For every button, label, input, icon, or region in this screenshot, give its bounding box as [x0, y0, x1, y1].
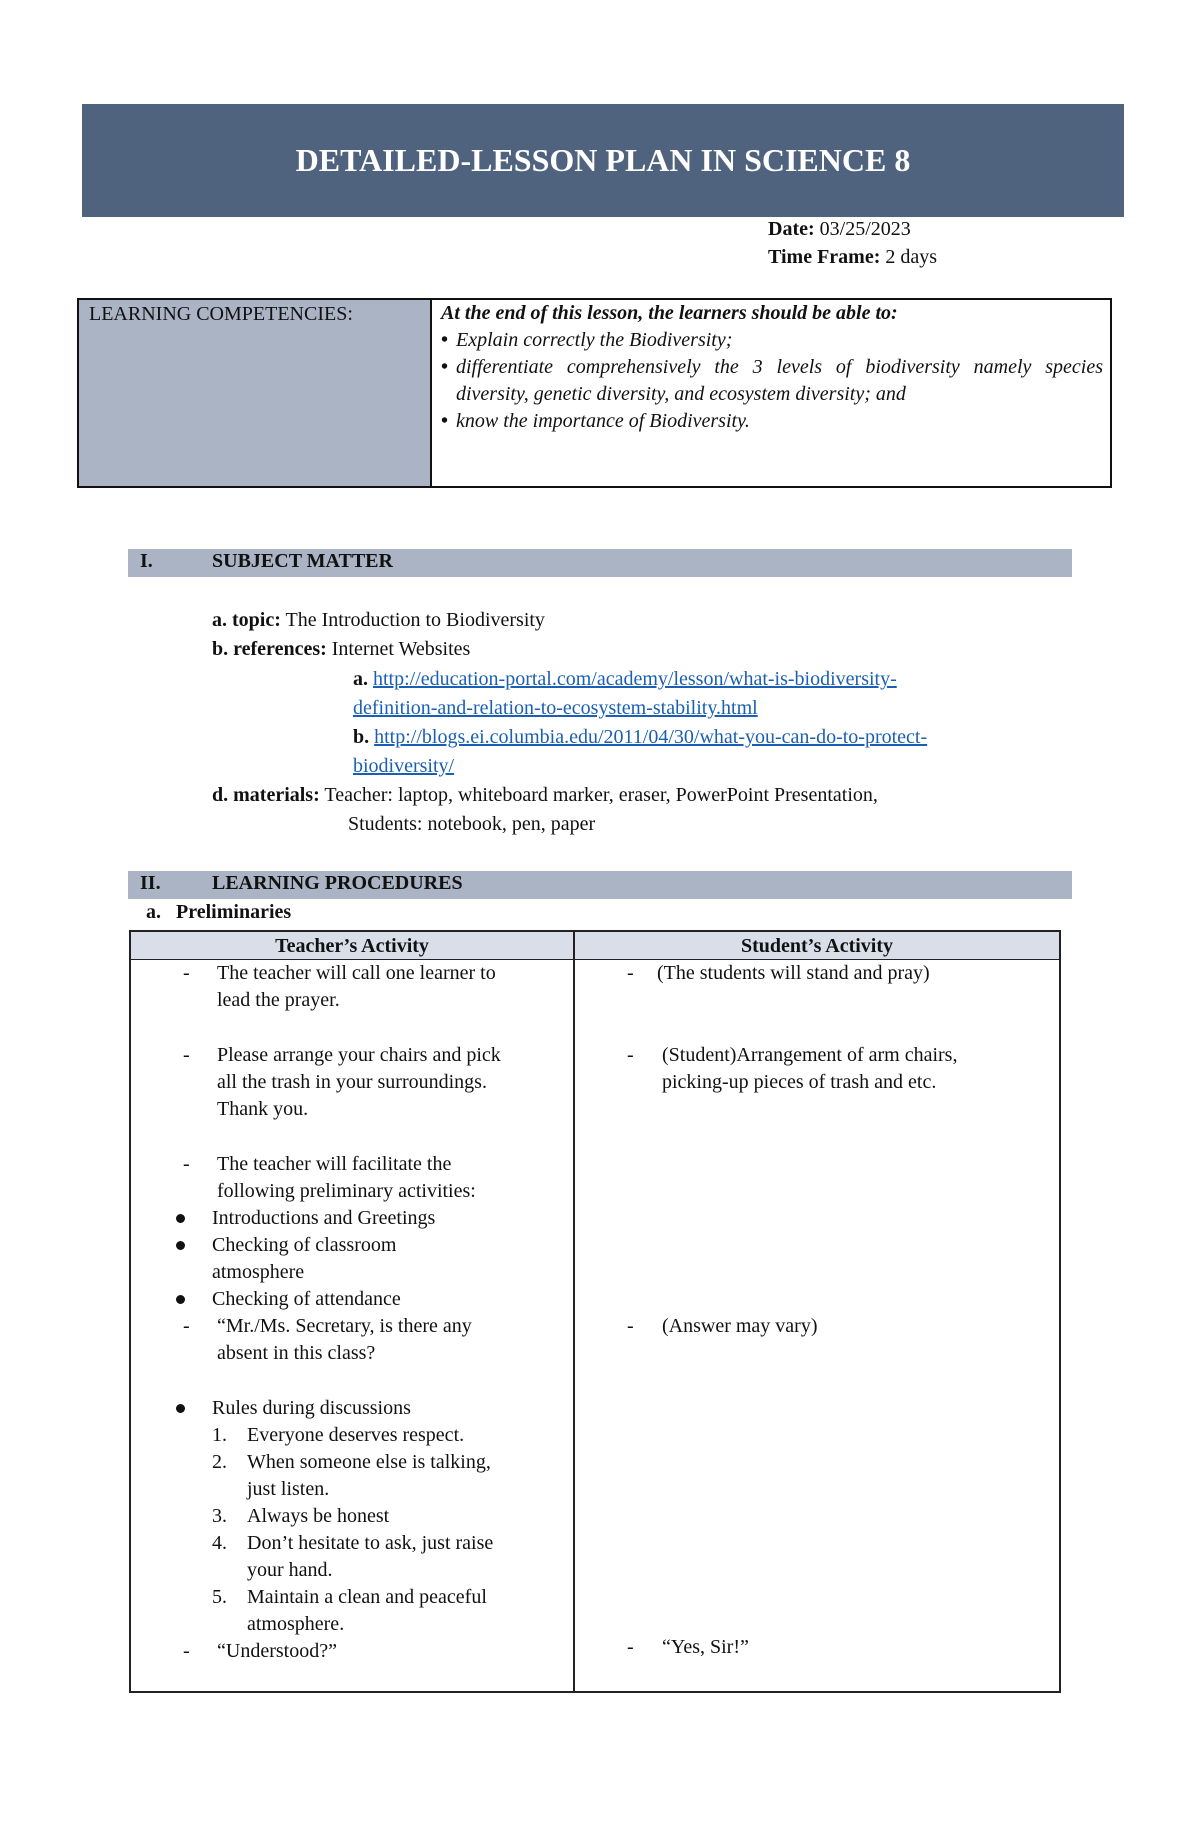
list-dash: -: [183, 1153, 190, 1175]
reference-a-label: a.: [353, 668, 368, 690]
rule-item: When someone else is talking,: [247, 1451, 491, 1473]
rule-item: Maintain a clean and peaceful: [247, 1586, 487, 1608]
teacher-bullet: Checking of classroom: [212, 1234, 397, 1256]
competency-item: • Explain correctly the Biodiversity;: [441, 327, 1103, 354]
materials-line: [212, 781, 878, 810]
teacher-line: “Mr./Ms. Secretary, is there any: [217, 1315, 472, 1337]
teacher-bullet: Checking of attendance: [212, 1288, 401, 1310]
teacher-bullet-cont: atmosphere: [212, 1261, 305, 1283]
rule-item-cont: atmosphere.: [247, 1613, 345, 1635]
rule-item-cont: your hand.: [247, 1559, 333, 1581]
teacher-activity-header: Teacher’s Activity: [275, 935, 429, 957]
rule-number: 5.: [212, 1586, 227, 1608]
list-dash: -: [183, 962, 190, 984]
reference-a: [353, 665, 897, 694]
competencies-list: [441, 327, 1103, 435]
list-dash: -: [627, 1044, 634, 1066]
bullet-dot: [176, 1214, 185, 1223]
teacher-line: The teacher will facilitate the: [217, 1153, 452, 1175]
reference-a-link-cont[interactable]: definition-and-relation-to-ecosystem-stability.html: [353, 697, 758, 719]
rule-item: Always be honest: [247, 1505, 390, 1527]
bullet-dot: [176, 1404, 185, 1413]
student-line: (Answer may vary): [662, 1315, 818, 1337]
list-dash: -: [627, 1315, 634, 1337]
activity-table-divider: [573, 932, 575, 1691]
rule-number: 2.: [212, 1451, 227, 1473]
rule-item-cont: just listen.: [247, 1478, 330, 1500]
list-dash: -: [627, 962, 634, 984]
preliminaries-label: a.: [146, 901, 161, 923]
list-dash: -: [183, 1044, 190, 1066]
list-dash: -: [183, 1315, 190, 1337]
procedures-heading: LEARNING PROCEDURES: [212, 872, 463, 894]
student-line: “Yes, Sir!”: [662, 1636, 749, 1658]
reference-b-label: b.: [353, 726, 370, 748]
references-line: [212, 635, 470, 664]
materials-label: d. materials:: [212, 784, 320, 806]
reference-b-link-cont[interactable]: biodiversity/: [353, 755, 455, 777]
references-value: Internet Websites: [331, 638, 471, 660]
list-dash: -: [183, 1640, 190, 1662]
competencies-label: LEARNING COMPETENCIES:: [89, 303, 353, 325]
rule-item: Everyone deserves respect.: [247, 1424, 465, 1446]
competencies-intro: At the end of this lesson, the learners should be able to:: [441, 302, 898, 324]
teacher-bullet: Introductions and Greetings: [212, 1207, 436, 1229]
teacher-line: The teacher will call one learner to: [217, 962, 496, 984]
topic-line: [212, 606, 545, 635]
date-label: Date:: [768, 218, 815, 240]
teacher-line: all the trash in your surroundings.: [217, 1071, 487, 1093]
materials-students: Students: notebook, pen, paper: [348, 813, 596, 835]
rule-number: 4.: [212, 1532, 227, 1554]
reference-b: [353, 723, 927, 752]
teacher-line: Please arrange your chairs and pick: [217, 1044, 501, 1066]
materials-teacher: Teacher: laptop, whiteboard marker, eraser, PowerPoint Presentation,: [324, 784, 878, 806]
time-frame-label: Time Frame:: [768, 246, 881, 268]
preliminaries-heading: Preliminaries: [176, 901, 292, 923]
student-activity-header: Student’s Activity: [740, 935, 894, 957]
rule-number: 1.: [212, 1424, 227, 1446]
rule-item: Don’t hesitate to ask, just raise: [247, 1532, 494, 1554]
teacher-line: Thank you.: [217, 1098, 309, 1120]
competencies-content: [441, 300, 1103, 435]
teacher-line: following preliminary activities:: [217, 1180, 476, 1202]
student-line: (The students will stand and pray): [657, 962, 930, 984]
teacher-bullet: Rules during discussions: [212, 1397, 411, 1419]
teacher-line: “Understood?”: [217, 1640, 337, 1662]
reference-a-link[interactable]: http://education-portal.com/academy/lesson/what-is-biodiversity-: [373, 668, 897, 690]
page-title: DETAILED-LESSON PLAN IN SCIENCE 8: [295, 142, 911, 178]
time-frame-value: 2 days: [885, 246, 938, 268]
teacher-line: absent in this class?: [217, 1342, 376, 1364]
references-label: b. references:: [212, 638, 327, 660]
date-value: 03/25/2023: [819, 218, 911, 240]
subject-matter-heading: SUBJECT MATTER: [212, 550, 393, 572]
topic-label: a. topic:: [212, 609, 281, 631]
reference-b-link[interactable]: http://blogs.ei.columbia.edu/2011/04/30/what-you-can-do-to-protect-: [374, 726, 928, 748]
list-dash: -: [627, 1636, 634, 1658]
time-frame-line: [768, 244, 937, 270]
date-line: [768, 216, 911, 242]
subject-matter-number: I.: [140, 550, 153, 572]
competency-item: • differentiate comprehensively the 3 levels of biodiversity namely species diversity, genetic diversity, and ecosystem diversity; and: [441, 354, 1103, 408]
student-line: picking-up pieces of trash and etc.: [662, 1071, 937, 1093]
rule-number: 3.: [212, 1505, 227, 1527]
teacher-line: lead the prayer.: [217, 989, 340, 1011]
procedures-number: II.: [140, 872, 161, 894]
competency-item: • know the importance of Biodiversity.: [441, 408, 1103, 435]
student-line: (Student)Arrangement of arm chairs,: [662, 1044, 958, 1066]
bullet-dot: [176, 1241, 185, 1250]
topic-value: The Introduction to Biodiversity: [285, 609, 545, 631]
bullet-dot: [176, 1295, 185, 1304]
competencies-divider: [430, 300, 432, 486]
